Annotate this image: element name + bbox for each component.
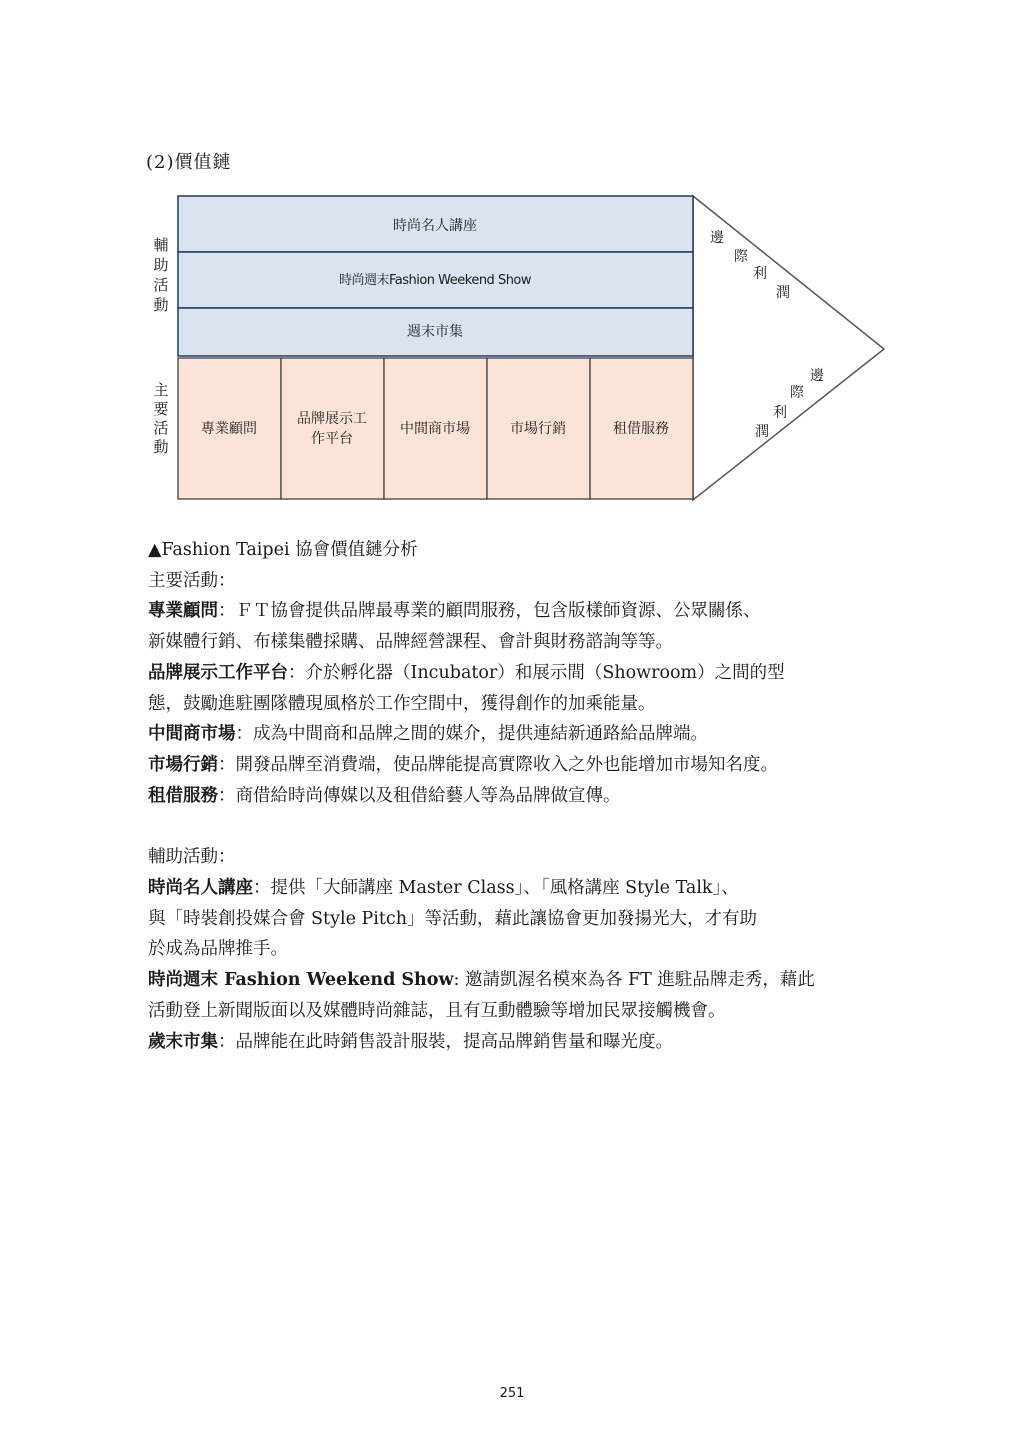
- primary-box-2: [281, 358, 384, 499]
- primary-section-title: 主要活動：: [148, 570, 236, 591]
- primary-item-text: ：成為中間商和品牌之間的媒介，提供連結新通路給品牌端。: [235, 724, 708, 745]
- primary-item-term: 專業顧問: [148, 601, 218, 622]
- support-label-char-2: 助: [153, 256, 169, 274]
- page-number: 251: [499, 1386, 525, 1401]
- primary-item-continuation: 態，鼓勵進駐團隊體現風格於工作空間中，獲得創作的加乘能量。: [148, 693, 656, 714]
- support-item-term: 時尚名人講座: [148, 878, 253, 899]
- primary-item-term: 租借服務: [148, 785, 218, 806]
- primary-item-text: ：介於孵化器（Incubator）和展示間（Showroom）之間的型: [288, 662, 785, 683]
- margin-bottom-char-2: 際: [790, 385, 804, 401]
- primary-item-term: 市場行銷: [148, 754, 218, 775]
- primary-item: [148, 750, 908, 781]
- primary-box-1-label: 專業顧問: [201, 421, 257, 437]
- support-row-1-label: 時尚名人講座: [393, 218, 477, 234]
- support-item-text: ：品牌能在此時銷售設計服裝，提高品牌銷售量和曝光度。: [218, 1031, 673, 1052]
- support-row-3-label: 週末市集: [407, 324, 463, 340]
- primary-box-5-label: 租借服務: [613, 421, 669, 437]
- primary-box-4-label: 市場行銷: [510, 421, 566, 437]
- margin-bottom-char-4: 潤: [755, 424, 769, 440]
- support-item-term: 歲末市集: [148, 1031, 218, 1052]
- primary-item-text: ：商借給時尚傳媒以及租借給藝人等為品牌做宣傳。: [218, 785, 621, 806]
- primary-label-char-4: 動: [153, 438, 169, 456]
- support-label-char-4: 動: [153, 296, 169, 314]
- primary-item-text: ：開發品牌至消費端，使品牌能提高實際收入之外也能增加市場知名度。: [218, 754, 778, 775]
- support-item-continuation: 於成為品牌推手。: [148, 939, 288, 960]
- support-item-text: ：提供「大師講座 Master Class」、「風格講座 Style Talk」、: [253, 878, 739, 899]
- support-item: [148, 873, 908, 904]
- support-item: [148, 965, 908, 996]
- support-item-term: 時尚週末 Fashion Weekend Show: [148, 970, 454, 991]
- margin-top-char-4: 潤: [776, 285, 790, 301]
- margin-bottom-char-1: 邊: [810, 368, 824, 384]
- primary-box-2-label-line1: 品牌展示工: [297, 411, 367, 427]
- primary-label-char-1: 主: [153, 381, 169, 399]
- figure-caption: ▲Fashion Taipei 協會價值鏈分析: [148, 540, 418, 560]
- section-heading: (2)價值鏈: [146, 152, 232, 173]
- primary-item: [148, 596, 908, 627]
- paragraph-spacer: [148, 811, 908, 842]
- margin-top-char-1: 邊: [710, 230, 724, 246]
- primary-item-term: 品牌展示工作平台: [148, 662, 288, 683]
- support-item-continuation: 活動登上新聞版面以及媒體時尚雜誌，且有互動體驗等增加民眾接觸機會。: [148, 1000, 726, 1021]
- support-item: [148, 1027, 908, 1058]
- value-chain-diagram: [140, 190, 900, 510]
- support-label-char-1: 輔: [153, 236, 169, 254]
- document-body: [148, 535, 908, 1057]
- support-section-title: 輔助活動：: [148, 847, 236, 868]
- support-item-text: : 邀請凱渥名模來為各 FT 進駐品牌走秀，藉此: [453, 970, 815, 991]
- primary-box-3-label: 中間商市場: [400, 421, 470, 437]
- margin-bottom-char-3: 利: [773, 405, 787, 421]
- primary-item-text: ：ＦＴ協會提供品牌最專業的顧問服務，包含版樣師資源、公眾關係、: [218, 601, 761, 622]
- support-row-2-label: 時尚週末Fashion Weekend Show: [338, 273, 532, 288]
- primary-item-term: 中間商市場: [148, 724, 236, 745]
- primary-item: [148, 719, 908, 750]
- primary-label-char-2: 要: [153, 400, 169, 418]
- primary-item: [148, 781, 908, 812]
- support-label-char-3: 活: [153, 276, 169, 294]
- margin-top-char-3: 利: [753, 266, 767, 282]
- primary-box-2-label-line2: 作平台: [311, 431, 353, 447]
- margin-top-char-2: 際: [734, 249, 748, 265]
- primary-item: [148, 658, 908, 689]
- primary-label-char-3: 活: [153, 419, 169, 437]
- primary-item-continuation: 新媒體行銷、布樣集體採購、品牌經營課程、會計與財務諮詢等等。: [148, 632, 673, 653]
- support-item-continuation: 與「時裝創投媒合會 Style Pitch」等活動，藉此讓協會更加發揚光大，才有助: [148, 908, 757, 929]
